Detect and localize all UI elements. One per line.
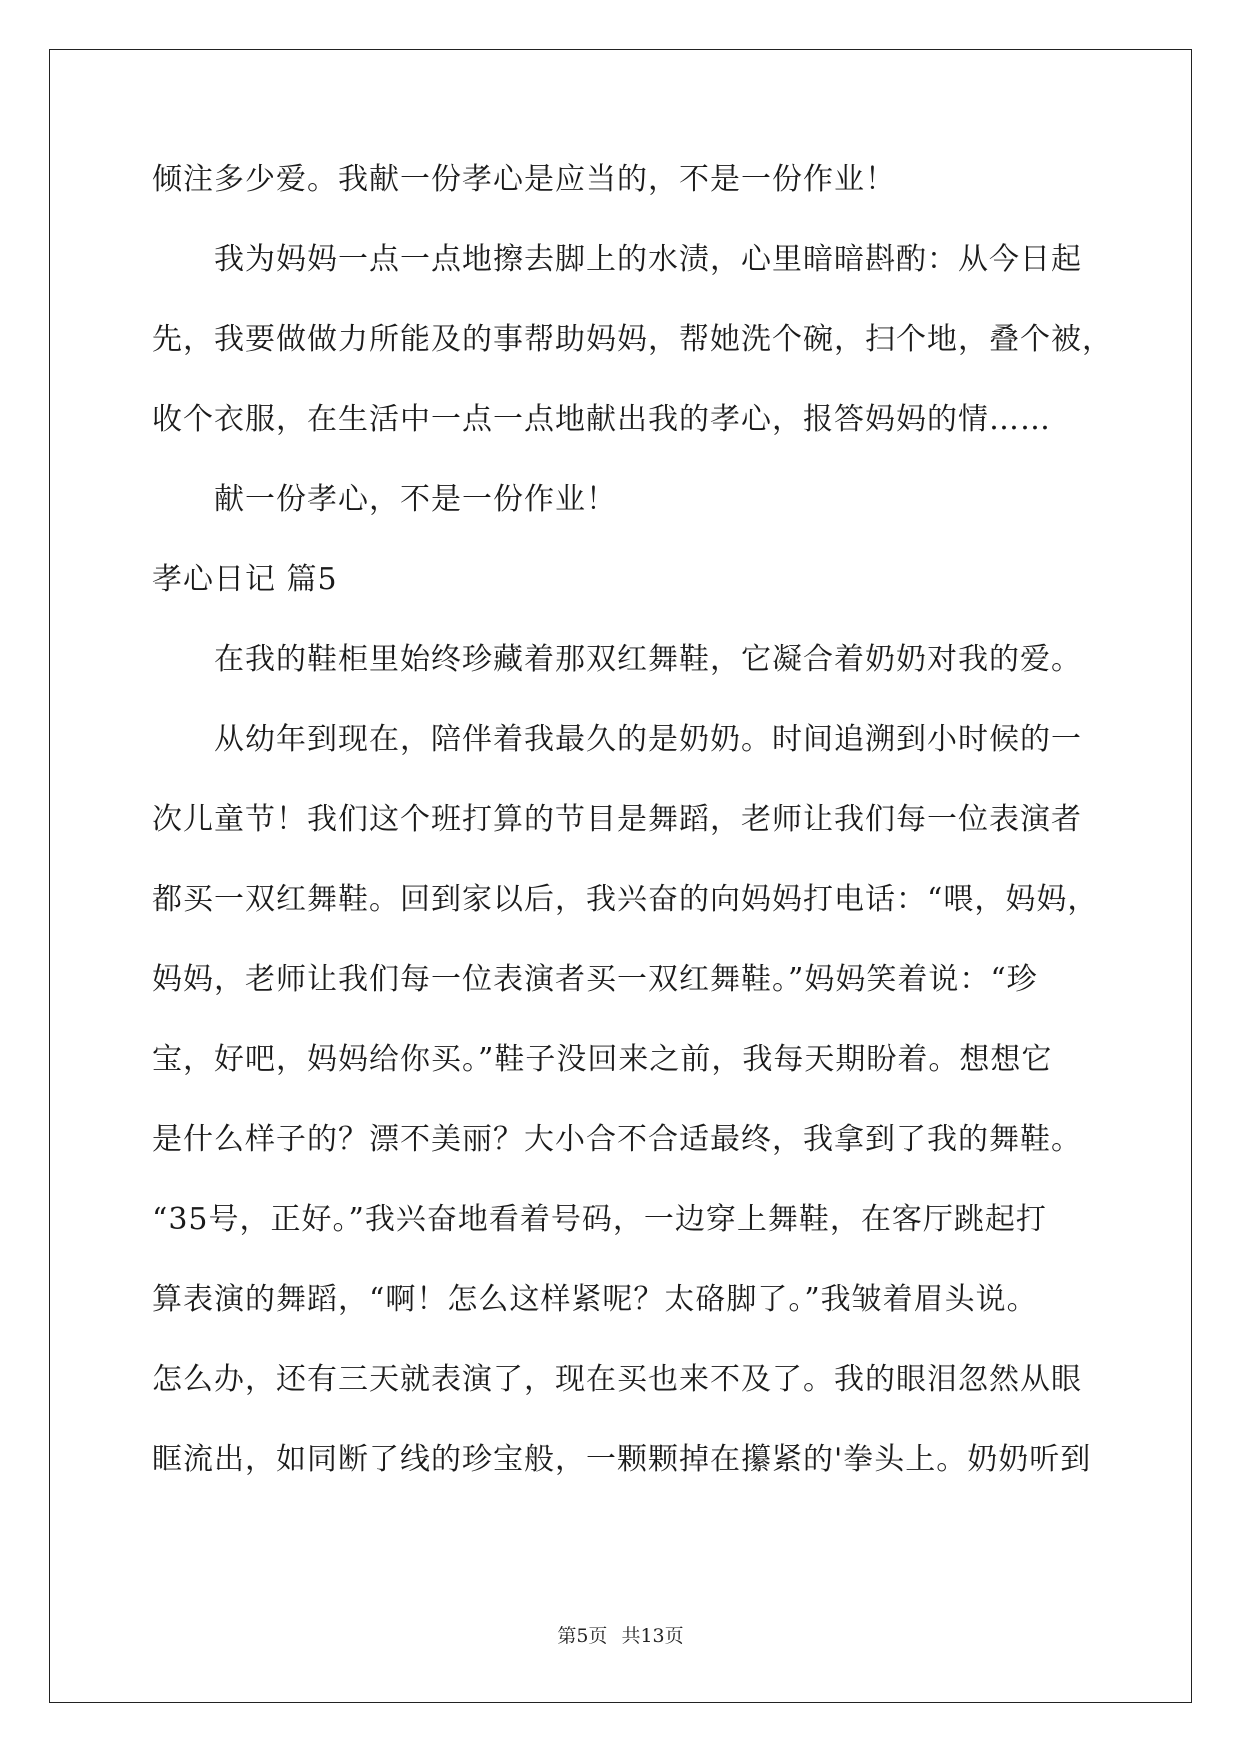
paragraph-first-line: 我为妈妈一点一点地擦去脚上的水渍，心里暗暗斟酌：从今日起: [214, 242, 1082, 277]
text-line: 怎么办，还有三天就表演了，现在买也来不及了。我的眼泪忽然从眼: [152, 1362, 1082, 1397]
text-line: 收个衣服，在生活中一点一点地献出我的孝心，报答妈妈的情……: [152, 402, 1051, 437]
text-line: 是什么样子的？漂不美丽？大小合不合适最终，我拿到了我的舞鞋。: [152, 1122, 1082, 1157]
text-line: 先，我要做做力所能及的事帮助妈妈，帮她洗个碗，扫个地，叠个被，: [152, 322, 1113, 357]
paragraph-first-line: 在我的鞋柜里始终珍藏着那双红舞鞋，它凝合着奶奶对我的爱。: [214, 642, 1082, 677]
text-line: 妈妈，老师让我们每一位表演者买一双红舞鞋。”妈妈笑着说：“珍: [152, 962, 1038, 997]
text-line: 眶流出，如同断了线的珍宝般，一颗颗掉在攥紧的'拳头上。奶奶听到: [152, 1442, 1092, 1477]
page-total: 共13页: [621, 1625, 684, 1647]
page-number: 第5页: [557, 1625, 608, 1647]
text-line: 宝，好吧，妈妈给你买。”鞋子没回来之前，我每天期盼着。想想它: [152, 1042, 1053, 1077]
text-line: “35号，正好。”我兴奋地看着号码，一边穿上舞鞋，在客厅跳起打: [152, 1202, 1047, 1237]
text-line: 算表演的舞蹈，“啊！怎么这样紧呢？太硌脚了。”我皱着眉头说。: [152, 1282, 1038, 1317]
page-footer: [0, 1624, 1241, 1648]
text-line: 倾注多少爱。我献一份孝心是应当的，不是一份作业！: [152, 162, 896, 197]
section-heading: 孝心日记 篇5: [152, 562, 338, 597]
paragraph-first-line: 从幼年到现在，陪伴着我最久的是奶奶。时间追溯到小时候的一: [214, 722, 1082, 757]
text-line: 次儿童节！我们这个班打算的节目是舞蹈，老师让我们每一位表演者: [152, 802, 1082, 837]
text-line: 都买一双红舞鞋。回到家以后，我兴奋的向妈妈打电话：“喂，妈妈，: [152, 882, 1099, 917]
paragraph-first-line: 献一份孝心，不是一份作业！: [214, 482, 617, 517]
